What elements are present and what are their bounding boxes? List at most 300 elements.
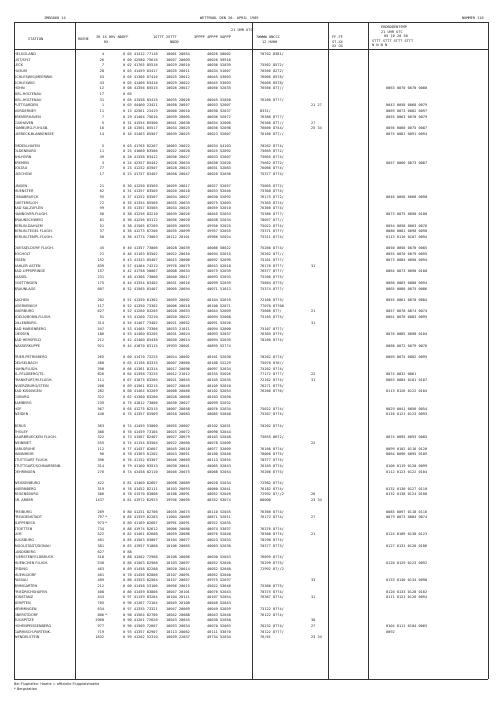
group-a-code: 0 76 41152 83307 [123,458,158,463]
group-d-code: 75666 8??/ [260,309,282,314]
table-row [14,584,488,589]
station-height: 111 [97,378,104,383]
group-c-code: 40052 52040 [207,572,231,577]
column-group-d-huhh: 12 HUHH [262,39,278,44]
group-a-code: 0 53 41460 83205 [123,332,158,337]
column-group-d: 7WWWW 8NCCC [256,35,280,39]
soil-temperature-code: 0124 0109 0130 0123 [386,532,428,537]
table-row [14,607,488,612]
group-a-code: 0 64 41356 73225 [123,372,158,377]
group-b-code: 10042 20088 [166,612,190,617]
group-b-code: 10021 20052 [166,320,190,325]
group-b-code: 10020 20018 [166,189,190,194]
table-row [14,246,488,251]
station-height: 627 [97,549,104,554]
group-a-code: 0 77 41457 82607 [123,446,158,451]
station-height: 96 [99,452,104,457]
soil-temperature-code: 0068 0072 0079 0076 [386,343,428,348]
station-name: SCHLESWIG/MEERWIK [14,74,53,79]
station-name: STUTTGART/SCHNARRENB. [14,463,62,468]
group-b-code: 10028 20039 [166,246,190,251]
group-d-code: 76/61 [260,635,271,640]
group-d-code: 75267 8??4/ [260,412,284,417]
table-row [14,86,488,91]
group-d-code: 76566 8272/ [260,69,284,74]
group-d-code: 72992 87//2 [260,566,284,571]
group-c-code: 40103 52048 [207,435,231,440]
station-name: AHLHORN [14,154,32,159]
soil-temperature-code: 0074 0095 0093 0085 [386,435,428,440]
station-name: BRAUNLAGE [14,286,36,291]
group-c-code: 40052 52040 [207,566,231,571]
group-d-code: 75665 8??4/ [260,154,284,159]
table-row [14,184,488,189]
column-group-e-st: ST-XX [332,39,343,44]
group-d-code: 76376 8??4/ [260,526,284,531]
station-height: 265 [97,355,104,360]
station-height: 117 [97,303,104,308]
soil-temperature-code: 0050 0056 0070 0085 [386,246,428,251]
group-b-code: 10036 20020 [166,217,190,222]
group-a-code: 0 69 41561 83215 [123,383,158,388]
column-erdbodentemp-depths: 05 10 20 50 [384,34,408,38]
station-marker: * [105,612,108,617]
station-height: 186 [97,332,104,337]
station-height: 81 [99,217,104,222]
group-a-code: 0 23 41252 83507 [123,166,158,171]
station-height: 366 [97,492,104,497]
group-b-code: 10039 20025 [166,132,190,137]
group-d-code: 70375 8??4/ [260,589,284,594]
station-name: HOF [14,406,22,411]
group-c-code: 49975 52037 [207,578,231,583]
group-c-code: 40036 52072 [207,114,231,119]
soil-temperature-code: 0057 0060 0073 0087 [386,160,428,165]
group-a-code: 0 88 41562 72908 [123,555,158,560]
group-a-code: 0 73 41567 82407 [123,435,158,440]
table-row [14,58,488,63]
table-row [14,172,488,177]
group-d-code: 75665 8??2/ [260,183,284,188]
table-row [14,298,488,303]
station-height: 26 [99,57,104,62]
table-row [14,475,488,480]
soil-temperature-code: 0106 0119 0120 0099 [386,463,428,468]
group-d-code: 75165 8??5/ [260,315,284,320]
group-d-code: 70262 8??4/ [260,143,284,148]
column-erdbodentemp-n: N N N N [372,43,388,47]
station-height: 212 [97,583,104,588]
station-height: 51 [99,223,104,228]
table-row [14,401,488,406]
station-height: 408 [97,589,104,594]
group-d-code: 70262 8??4/ [260,355,284,360]
station-height: 921 [97,343,104,348]
group-b-code: 10022 20010 [166,252,190,257]
group-c-code: 40020 52034 [207,481,231,485]
table-row [14,292,488,297]
group-d-code: 76166 8??4/ [260,446,284,451]
station-height: 1 [101,103,104,108]
group-a-code: 0 81 41460 82607 [123,481,158,485]
group-e-code: 27 [311,624,316,628]
station-height: 607 [97,286,104,291]
group-b-code: 10034 20025 [166,206,190,211]
table-row [14,555,488,560]
group-a-code: 0 05 41558 83415 [123,97,158,102]
soil-temperature-code: 0120 0129 0123 0092 [386,561,428,566]
group-b-code: 10059 20093 [166,223,190,228]
column-group-a-rx: RX [104,39,109,44]
group-a-code: 0 75 41812 73006 [123,400,158,405]
group-d-code: 70298 8??4/ [260,538,284,543]
group-a-code: 0 86 41553 82504 [123,578,158,583]
group-b-code: 10104 20077 [166,538,190,543]
table-row [14,418,488,423]
table-row [14,550,488,555]
column-group-a: IR IX HHV NDDFF [96,35,129,39]
group-e-code: 33 [311,578,316,583]
group-d-code: 76299 8??5/ [260,561,284,566]
table-row [14,544,488,549]
column-group-c: 3PPPP 4PPPP 5APPP [194,35,231,39]
table-row [14,309,488,314]
station-height: 95 [99,195,104,199]
station-name: EMDEN-HAFEN [14,143,40,148]
group-b-code: 10046 20069 [166,458,190,463]
group-b-code: 10022 20060 [166,440,190,445]
soil-temperature-code: 0080 0081 0090 0090 [386,229,428,234]
table-row [14,487,488,492]
station-name: KONSTANZ [14,595,33,600]
group-d-code: 76666 8?44/ [260,126,284,131]
group-d-code: 75377 8??4/ [260,172,284,177]
group-d-code: 75371 8???/ [260,229,284,234]
station-name: WEISSENBURG [14,481,41,485]
group-b-code: 10028 20053 [166,309,190,314]
table-row [14,258,488,263]
group-c-code: 40113 52055 [207,458,231,463]
column-erdbodentemp: ERDBODENTEMP [381,25,407,29]
group-a-code: 0 51 41350 81302 [123,297,158,302]
table-row [14,229,488,234]
station-name: KOELN/BONN-FLUGH. [14,315,52,320]
station-name: FREUDENSTADT [14,515,43,520]
station-height: 396 [97,458,104,463]
station-height: 3 [101,160,104,165]
station-name: NUERBURG [14,309,34,314]
group-b-code: 10027 20079 [166,435,190,440]
soil-temperature-code: 0132 0138 0124 0100 [386,492,428,497]
group-a-code: 0 74 41459 53000 [123,423,158,428]
group-e-code: 31 [311,320,316,325]
group-d-code: 75311 8??4/ [260,235,284,240]
group-c-code: 40045 52053 [207,212,231,217]
group-d-code: 70066 8??5/ [260,452,284,457]
station-height: 973 [97,521,104,526]
station-height: 45 [99,246,104,251]
group-d-code: 75664 8??5/ [260,280,284,285]
station-name: GIESSEN [14,332,30,337]
table-row [14,395,488,400]
station-name: HUSUM [14,69,27,74]
group-a-code: 0 53 41465 73306 [123,326,158,331]
station-height: 202 [97,297,104,302]
group-b-code: 10060 20010 [166,109,190,114]
group-c-code: 40094 52015 [207,252,231,257]
soil-temperature-code: 0069 0073 0082 0097 [386,109,428,114]
soil-temperature-code: 0133 0140 0134 0098 [386,578,428,583]
group-d-code: 75022 8??4/ [260,223,284,228]
group-b-code: 10035 20099 [166,229,190,234]
table-row [14,206,488,211]
station-name: KEMPTEN [14,601,31,606]
table-row [14,75,488,80]
header-rule-top [14,22,488,23]
station-name: KIEL-HOLTENAU [14,92,42,97]
group-d-code: 80000 [260,498,271,503]
station-height: 522 [97,532,104,537]
group-d-code: 72162 8??4/ [260,378,284,383]
group-d-code: 70377 8??5/ [260,458,284,463]
group-a-code: 0 42 41460 83436 [123,338,158,342]
group-a-code: 0 78 41570 83008 [123,492,158,497]
station-height: 31 [99,97,104,102]
group-a-code: 0 78 41363 81202 [123,452,158,457]
group-b-code: 10040 20017 [166,275,190,280]
station-name: OLDENBURG [14,149,37,154]
group-c-code: 40871 52011 [207,515,231,520]
group-c-code: 49966 52024 [207,235,231,240]
group-a-code: 0 35 41357 83505 [123,206,158,211]
station-name: NORDERNEY [14,109,37,114]
group-c-code: 40068 52054 [207,469,231,474]
group-a-code: 0 00 42580 75616 [123,57,158,62]
group-e-code: 23 34 [311,635,322,640]
column-group-e-gg: XX GG [332,44,343,48]
group-c-code: 48352 53074 [207,498,231,503]
group-d-code: 75665 8??2/ [260,149,284,154]
station-name: MEMMINGEN [14,606,37,611]
table-row [14,287,488,292]
table-row [14,372,488,377]
group-d-code: 76366 8??4/ [260,509,284,514]
station-height: 28 [99,69,104,74]
station-name: HANNOVER-FLUGH. [14,212,48,217]
group-a-code: 0 68 41464 83209 [123,389,158,394]
group-b-code: 10015 20006 [166,257,190,262]
group-c-code: 40043 52046 [207,612,231,617]
group-b-code: 10007 20060 [166,360,190,365]
group-d-code: 75161 8???/ [260,257,284,262]
group-a-code: 0 53 41260 73210 [123,315,158,320]
station-height: 239 [97,400,104,405]
table-row [14,315,488,320]
table-row [14,281,488,286]
station-name: PASSAU [14,578,28,583]
group-c-code: 48922 52035 [207,521,231,526]
group-d-code: 76172 8??4/ [260,515,284,520]
station-name: BAMBERG [14,400,32,405]
group-a-code: 0 65 41275 82515 [123,406,158,411]
group-d-code: 76365 8??5/ [260,332,284,337]
group-a-code: 0 03 44460 23421 [123,103,158,108]
table-row [14,126,488,131]
group-a-code: 0 52 41350 73302 [123,303,158,308]
group-d-code: 75262 8??4/ [260,366,284,371]
group-a-code: 0 97 41159 83204 [123,595,158,600]
group-d-code: 70377 8??3/ [260,543,284,548]
station-height: 49 [99,154,104,159]
group-a-code: 0 86 41563 82908 [123,561,158,566]
group-b-code: 10034 20025 [166,126,190,131]
table-row [14,601,488,606]
station-name: FRIEDRICHSHAFEN [14,589,48,594]
group-b-code: 10035 20033 [166,200,190,205]
soil-temperature-code: 0055 0063 0070 0079 [386,114,428,119]
group-c-code: 40099 52032 [207,400,231,405]
soil-temperature-code: 0061 0076 0083 0095 [386,315,428,320]
group-c-code: 48643 52018 [207,263,231,268]
group-e-code: 31 [311,263,316,268]
station-name: THOLEY [14,429,28,434]
group-b-code: 10033 21011 [166,326,190,331]
station-height: 396 [97,366,104,371]
group-b-code: 10029 20010 [166,63,190,68]
station-height: 231 [97,275,104,280]
table-row [14,578,488,583]
group-c-code: 40044 52009 [207,309,231,314]
table-row [14,269,488,274]
group-a-code: 0 74 41154 83504 [123,440,158,445]
station-name: DUESSELDORF FLUGH. [14,246,54,251]
station-name: MUEHLDORF [14,572,37,577]
station-height: 322 [97,395,104,400]
group-a-code: 0 76 41459 73104 [123,429,158,434]
soil-temperature-code: 0085 0097 0118 0116 [386,509,428,514]
group-a-code: 0 25 41660 83506 [123,149,158,154]
station-name: ZUGSPITZE [14,618,34,623]
group-b-code: 10047 20101 [166,589,190,594]
station-height: 518 [97,555,104,560]
group-b-code: 19993 20001 [166,343,190,348]
group-c-code: 40045 52050 [207,97,231,102]
soil-temperature-code: 0073 0084 0090 0094 [386,257,428,262]
station-name: LIST/SYLT [14,57,31,62]
station-name: FRANKFURT/M.FLUGH. [14,378,53,383]
station-height: 50 [99,235,104,240]
group-c-code: 40046 52043 [207,601,231,606]
group-d-code: 70057 877// [260,217,284,222]
station-name: BERLIN-TEMPL.FLUGH. [14,235,53,240]
table-row [14,515,488,520]
group-a-code: 0 30 41250 83505 [123,183,158,188]
group-d-code: 76271 8??5/ [260,383,284,388]
group-a-code: 0 05 [123,92,132,97]
table-row [14,121,488,126]
group-a-code: 0 76 41452 82111 [123,486,158,491]
station-height: 175 [97,280,104,285]
group-a-code: 0 60 41470 73225 [123,355,158,360]
table-row [14,304,488,309]
group-a-code: 0 02 41765 85516 [123,63,158,68]
group-b-code: 10031 20024 [166,332,190,337]
station-name: STUTTGART FLUGH. [14,458,49,463]
group-d-code: 76182 8??4/ [260,486,284,491]
station-name: WUERZBURG/STEIN [14,383,49,388]
group-a-code: 0 86 41459 83806 [123,589,158,594]
column-station: STATION [28,37,44,41]
station-name: BREMERHAVEN [14,114,41,119]
station-name: OEHRINGEN [14,469,36,474]
station-height: 16 [99,126,104,131]
soil-temperature-code: 0055 0061 0070 0084 [386,297,428,302]
group-c-code: 40052 52049 [207,492,231,497]
table-row [14,332,488,337]
station-name: BREMEN [14,160,29,165]
soil-temperature-code: 0046 0058 0068 0090 [386,195,428,199]
group-c-code: 40050 52035 [207,86,231,91]
group-c-code: 40059 52010 [207,206,231,211]
station-name: KL.FELDBERG/TS. [14,372,45,377]
station-height: 463 [97,566,104,571]
group-c-code: 40025 52092 [207,149,231,154]
group-d-code: 75366 8???/ [260,212,284,217]
group-a-code: 0 40 41357 73006 [123,246,158,251]
station-name: GOETTINGEN [14,280,38,285]
group-c-code: 40030 52043 [207,555,231,560]
soil-temperature-code: 0055 0070 0079 0095 [386,252,428,257]
group-b-code: 10024 20002 [166,355,190,360]
group-b-code: 10049 20108 [166,601,190,606]
soil-temperature-code: 0120 0133 0128 0102 [386,589,428,594]
station-height: 409 [97,578,104,583]
soil-temperature-code: 0063 0084 0101 0107 [386,378,428,383]
station-height: 21 [99,252,104,257]
group-d-code: 75022 8??4/ [260,406,284,411]
station-name: HOHENPEISSENBERG [14,624,52,628]
report-header-center: WETTMADL DEN 26. APRIL 1989 [200,16,259,20]
group-b-code: 10053 20034 [166,624,190,628]
table-row [14,361,488,366]
station-name: GARMISCH-PARTENK. [14,629,51,634]
footnote-mountain-station: * Bergstation [14,687,38,691]
group-c-code: 40100 52040 [207,452,231,457]
station-height: 401 [97,572,104,577]
station-height: 77 [99,166,104,171]
group-e-code: 27 [311,515,316,520]
table-row [14,527,488,532]
group-e-code: 27 [311,120,316,125]
table-row [14,178,488,183]
group-b-code: 10035 20011 [166,69,190,74]
table-row [14,189,488,194]
group-a-code: 0 23 41757 83407 [123,172,158,177]
group-a-code: 0 80 41251 82706 [123,509,158,514]
group-b-code: 10056 20015 [166,583,190,588]
station-height: 719 [97,629,104,634]
station-name: ULM [14,532,22,537]
station-height: 1832 [95,635,104,640]
group-c-code: 40038 52026 [207,160,231,165]
table-row [14,441,488,446]
group-c-code: 40063 52030 [207,543,231,548]
group-e-code: 30 [311,618,316,623]
table-row [14,630,488,635]
group-e-code: 21 [311,532,316,537]
soil-temperature-code: 0092 [386,629,395,634]
group-b-code: 19936 20095 [166,498,190,503]
